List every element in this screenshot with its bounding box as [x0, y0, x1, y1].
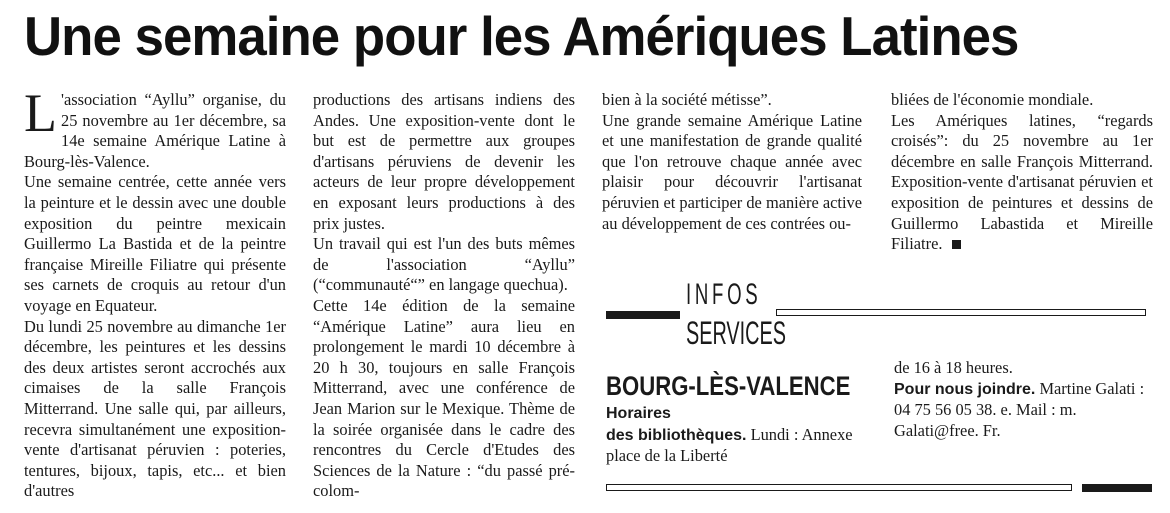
infos-label: INFOS: [686, 278, 762, 311]
library-hours-block: [606, 404, 876, 467]
article-paragraph: bliées de l'économie mondiale.: [891, 90, 1094, 109]
end-of-article-square-icon: [952, 240, 961, 249]
drop-cap: L: [24, 83, 57, 143]
article-paragraph: Une semaine centrée, cette année vers la peinture et le dessin avec une double exposition du peintre mexicain Guillermo La Bastida et de la peintre française Mireille Filiatre qui présente ses carnets de croquis au retour d'un voyage en Equateur.: [24, 172, 286, 315]
section-rule-thick: [606, 311, 680, 319]
bottom-rule-thick: [1082, 484, 1152, 492]
article-column-1: [24, 83, 286, 502]
city-heading: BOURG-LÈS-VALENCE: [606, 371, 851, 401]
library-hours-continued: de 16 à 18 heures.: [894, 358, 1013, 377]
article-paragraph: productions des artisans indiens des Andes. Une exposition-vente dont le but est de permettre aux groupes d'artisans péruviens de devenir les acteurs de leur propre développement en exposant leurs productions à des prix justes.: [313, 90, 575, 233]
article-paragraph: Du lundi 25 novembre au dimanche 1er décembre, les peintures et les dessins des deux artistes seront accrochés aux cimaises de la salle François Mitterrand. Une salle qui, par ailleurs, recevra simultanément une exposition-vente d'artisanat péruvien : poteries, tentures, bijoux, tapis, etc... et bien d'autres: [24, 316, 286, 501]
paragraph-text: Les Amériques latines, “regards croisés”: du 25 novembre au 1er décembre en salle François Mitterrand. Exposition-vente d'artisanat péruvien et exposition de peintures et dessins de Guillermo Labastida et Mireille Filiatre.: [891, 110, 1153, 254]
article-column-4: [891, 90, 1153, 255]
library-heading-line-1: Horaires: [606, 405, 671, 422]
article-paragraph: Cette 14e édition de la semaine “Amérique Latine” aura lieu en prolongement le mardi 10 décembre à 20 h 30, toujours en salle François Mitterrand, avec une conférence de Jean Marion sur le Mexique. Thème de la soirée organisée dans le cadre des rencontres du Cercle d'Etudes des Sciences de la Nature : “du passé pré-colom-: [313, 295, 575, 501]
article-paragraph: Une grande semaine Amérique Latine et une manifestation de grande qualité que l'on retrouve chaque année avec plaisir pour découvrir l'artisanat péruvien et participer de manière active au développement de ces contrées ou-: [602, 110, 862, 233]
library-hours-text: Lundi : Annexe place de la Liberté: [606, 424, 853, 465]
article-column-2: [313, 90, 575, 502]
contact-heading: Pour nous joindre.: [894, 380, 1036, 398]
article-paragraph: Un travail qui est l'un des buts mêmes de l'association “Ayllu” (“communauté“” en langage quechua).: [313, 234, 575, 295]
contact-block: [894, 358, 1156, 441]
bottom-rule-outline: [606, 484, 1072, 491]
headline: Une semaine pour les Amériques Latines: [24, 5, 1019, 67]
section-rule-outline: [776, 309, 1146, 316]
article-paragraph: bien à la société métisse”.: [602, 90, 772, 109]
article-paragraph: [24, 83, 286, 172]
library-heading-line-2: des bibliothèques.: [606, 426, 747, 444]
paragraph-text: 'association “Ayllu” organise, du 25 novembre au 1er décembre, sa 14e semaine Amérique Latine à Bourg-lès-Valence.: [24, 90, 286, 171]
article-column-3: [602, 90, 862, 234]
contact-text: Martine Galati : 04 75 56 05 38. e. Mail : m. Galati@free. Fr.: [894, 378, 1145, 440]
services-label: SERVICES: [686, 315, 786, 351]
article-paragraph: [891, 111, 1153, 255]
